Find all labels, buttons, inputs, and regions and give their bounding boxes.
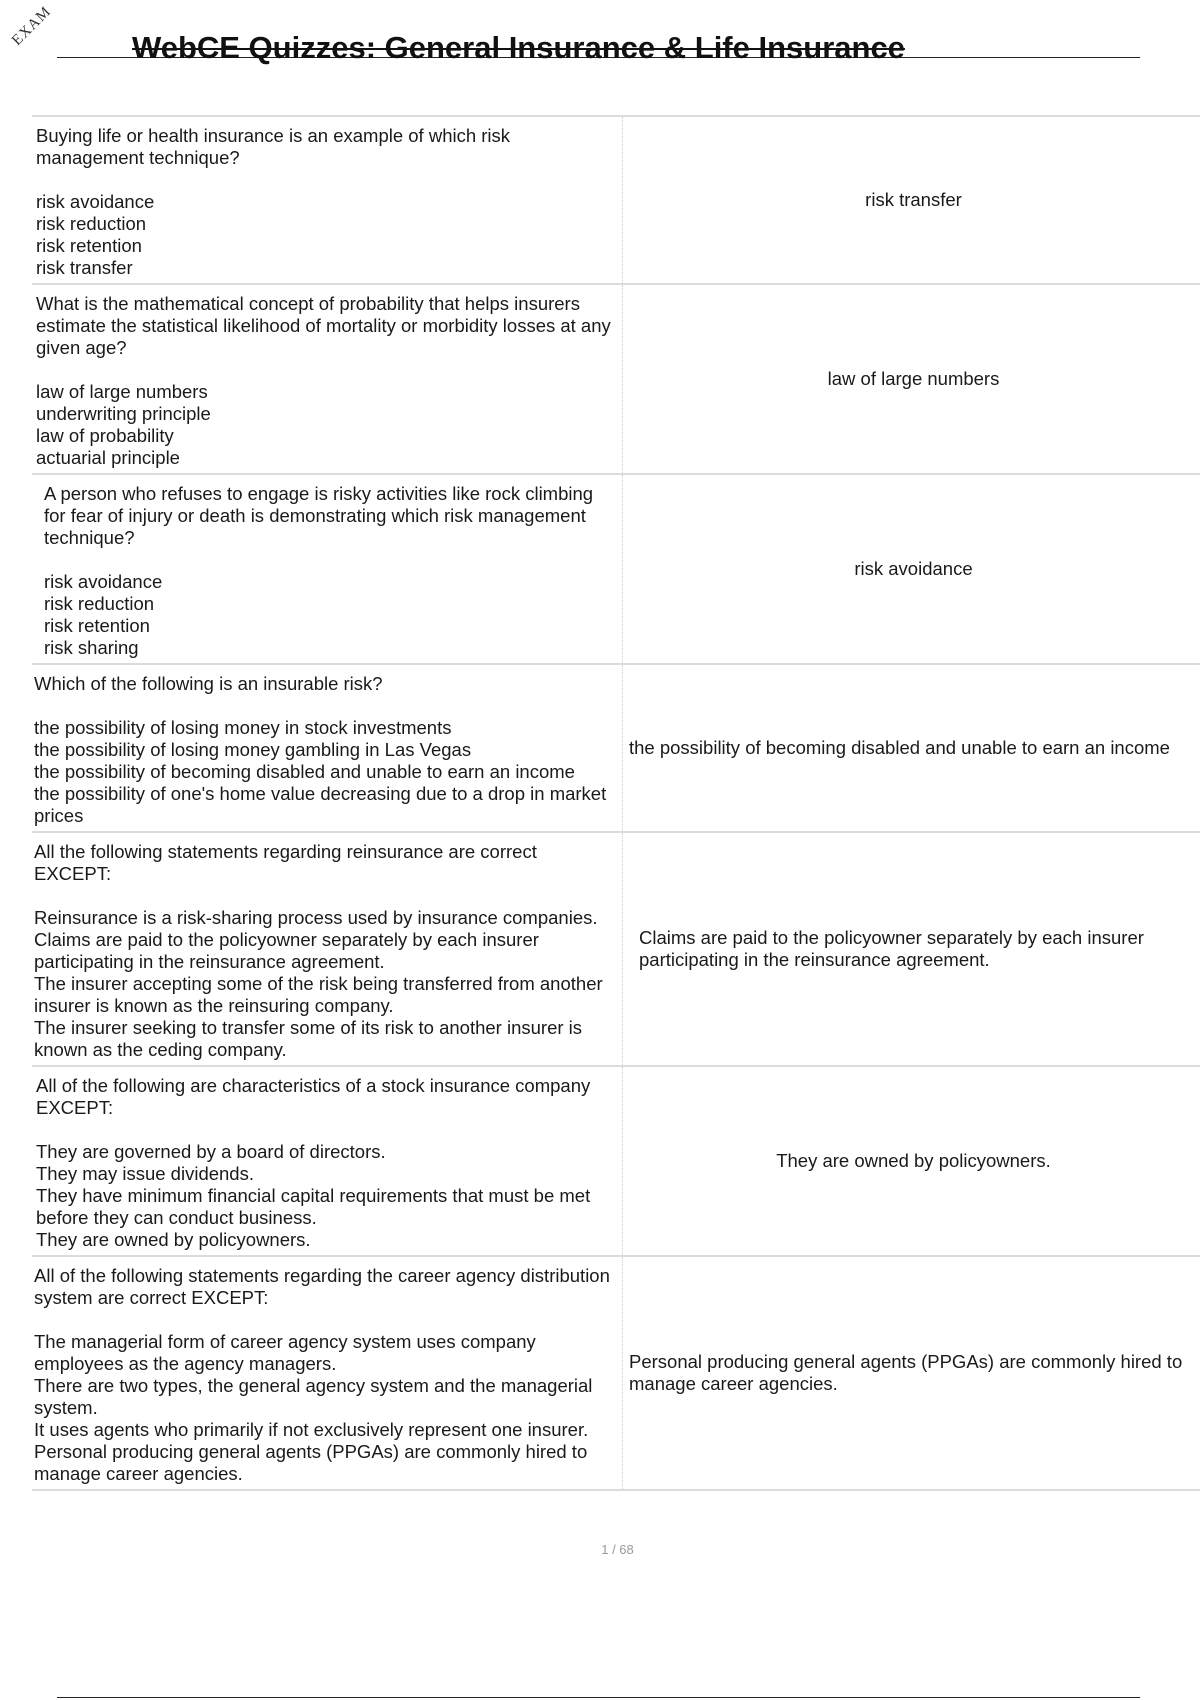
option: risk avoidance [36, 191, 155, 212]
answer-text: risk transfer [865, 189, 962, 210]
question-stem: Buying life or health insurance is an example of which risk management technique? [36, 125, 511, 168]
option: Personal producing general agents (PPGAs) are commonly hired to manage career agencies. [34, 1441, 588, 1484]
exam-stamp: EXAM [9, 3, 55, 49]
question-stem: All of the following statements regarding the career agency distribution system are correct EXCEPT: [34, 1265, 610, 1308]
question-cell [32, 832, 623, 1066]
question-cell [32, 474, 623, 664]
answer-cell [623, 1256, 1200, 1490]
question-stem: All of the following are characteristics of a stock insurance company EXCEPT: [36, 1075, 591, 1118]
answer-cell [623, 1066, 1200, 1256]
answer-text: They are owned by policyowners. [776, 1150, 1051, 1171]
question-cell [32, 1256, 623, 1490]
option: risk retention [44, 615, 150, 636]
question-row [32, 116, 1200, 284]
question-stem: A person who refuses to engage is risky activities like rock climbing for fear of injury or death is demonstrating which risk management technique? [44, 483, 594, 548]
answer-text: risk avoidance [854, 558, 973, 579]
option: risk avoidance [44, 571, 163, 592]
question-stem: Which of the following is an insurable risk? [34, 673, 383, 694]
question-row [32, 284, 1200, 474]
option: Reinsurance is a risk-sharing process used by insurance companies. [34, 907, 598, 928]
quiz-table [32, 115, 1200, 1491]
question-cell [32, 116, 623, 284]
question-stem: All the following statements regarding reinsurance are correct EXCEPT: [34, 841, 537, 884]
option: There are two types, the general agency system and the managerial system. [34, 1375, 593, 1418]
option: the possibility of becoming disabled and unable to earn an income [34, 761, 575, 782]
option: risk sharing [44, 637, 139, 658]
question-cell [32, 1066, 623, 1256]
option: actuarial principle [36, 447, 180, 468]
option: The managerial form of career agency system uses company employees as the agency managers. [34, 1331, 536, 1374]
option: underwriting principle [36, 403, 211, 424]
question-cell [32, 284, 623, 474]
option: The insurer seeking to transfer some of its risk to another insurer is known as the ceding company. [34, 1017, 583, 1060]
answer-cell [623, 832, 1200, 1066]
page-number: 1 / 68 [601, 1542, 634, 1557]
option: They are governed by a board of directors. [36, 1141, 386, 1162]
question-row [32, 1256, 1200, 1490]
bottom-rule [57, 1697, 1140, 1698]
question-row [32, 832, 1200, 1066]
answer-text: Claims are paid to the policyowner separately by each insurer participating in the reinsurance agreement. [639, 927, 1144, 970]
option: It uses agents who primarily if not exclusively represent one insurer. [34, 1419, 589, 1440]
answer-cell [623, 664, 1200, 832]
answer-text: law of large numbers [827, 368, 1000, 389]
answer-cell [623, 474, 1200, 664]
question-cell [32, 664, 623, 832]
question-row [32, 474, 1200, 664]
page-title: WebCE Quizzes: General Insurance & Life Insurance [132, 30, 905, 65]
option: risk retention [36, 235, 142, 256]
option: risk reduction [44, 593, 155, 614]
option: They are owned by policyowners. [36, 1229, 311, 1250]
option: They may issue dividends. [36, 1163, 254, 1184]
answer-cell [623, 116, 1200, 284]
answer-text: the possibility of becoming disabled and unable to earn an income [629, 737, 1170, 758]
question-stem: What is the mathematical concept of probability that helps insurers estimate the statistical likelihood of mortality or morbidity losses at any given age? [36, 293, 611, 358]
question-row [32, 664, 1200, 832]
option: risk reduction [36, 213, 147, 234]
question-row [32, 1066, 1200, 1256]
option: Claims are paid to the policyowner separately by each insurer participating in the reinsurance agreement. [34, 929, 539, 972]
answer-text: Personal producing general agents (PPGAs) are commonly hired to manage career agencies. [629, 1351, 1183, 1394]
option: the possibility of losing money in stock investments [34, 717, 452, 738]
option: They have minimum financial capital requirements that must be met before they can conduct business. [36, 1185, 591, 1228]
answer-cell [623, 284, 1200, 474]
option: law of large numbers [36, 381, 208, 402]
option: The insurer accepting some of the risk being transferred from another insurer is known as the reinsuring company. [34, 973, 603, 1016]
option: risk transfer [36, 257, 133, 278]
option: the possibility of losing money gambling in Las Vegas [34, 739, 472, 760]
option: the possibility of one's home value decreasing due to a drop in market prices [34, 783, 607, 826]
option: law of probability [36, 425, 174, 446]
